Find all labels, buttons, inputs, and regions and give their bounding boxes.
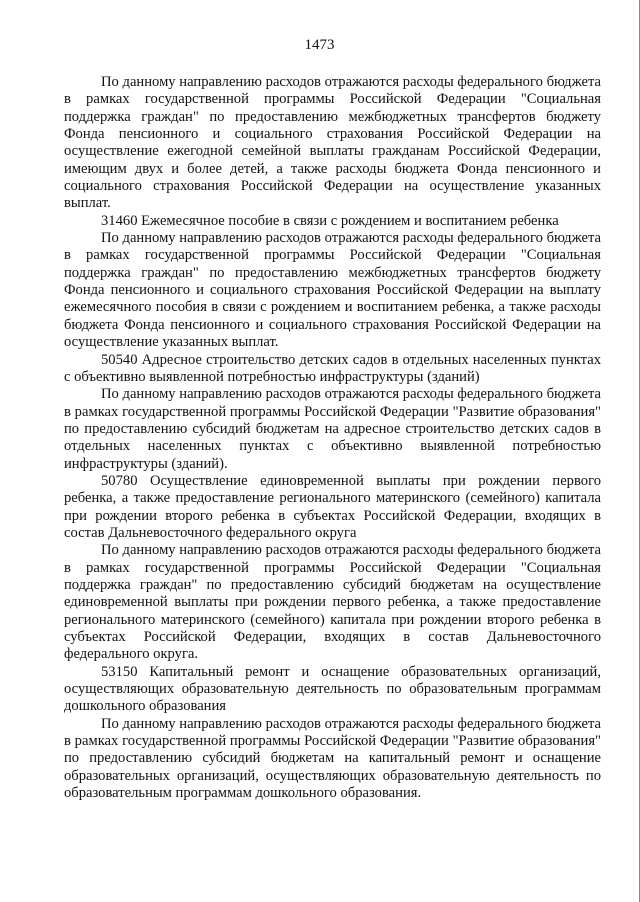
page-number: 1473 xyxy=(304,37,335,53)
paragraph-expense-description: По данному направлению расходов отражаются расходы федерального бюджета в рамках государственной программы Российской Федерации "Развитие образования" по предоставлению субсидий бюджетам на адресное строительство детских садов в отдельных населенных пунктах с объективно выявленной потребностью инфраструктуры (зданий). xyxy=(64,386,601,472)
paragraph-expense-description: По данному направлению расходов отражаются расходы федерального бюджета в рамках государственной программы Российской Федерации "Развитие образования" по предоставлению субсидий бюджетам на капитальный ремонт и оснащение образовательных организаций, осуществляющих образовательную деятельность по образовательным программам дошкольного образования. xyxy=(64,715,601,802)
expense-code-heading-53150: 53150 Капитальный ремонт и оснащение образовательных организаций, осуществляющих образовательную деятельность по образовательным программам дошкольного образования xyxy=(64,663,601,715)
document-body xyxy=(64,74,601,802)
paragraph-expense-description: По данному направлению расходов отражаются расходы федерального бюджета в рамках государственной программы Российской Федерации "Социальная поддержка граждан" по предоставлению межбюджетных трансфертов бюджету Фонда пенсионного и социального страхования Российской Федерации на выплату ежемесячного пособия в связи с рождением и воспитанием ребенка, а также расходы бюджета Фонда пенсионного и социального страхования Российской Федерации на осуществление указанных выплат. xyxy=(64,230,601,351)
expense-code-heading-50780: 50780 Осуществление единовременной выплаты при рождении первого ребенка, а также предоставление регионального материнского (семейного) капитала при рождении второго ребенка в субъектах Российской Федерации, входящих в состав Дальневосточного федерального округа xyxy=(64,472,601,541)
expense-code-heading-31460: 31460 Ежемесячное пособие в связи с рождением и воспитанием ребенка xyxy=(101,212,559,229)
paragraph-expense-description: По данному направлению расходов отражаются расходы федерального бюджета в рамках государственной программы Российской Федерации "Социальная поддержка граждан" по предоставлению субсидий бюджетам на осуществление единовременной выплаты при рождении первого ребенка, а также предоставление регионального материнского (семейного) капитала при рождении второго ребенка в субъектах Российской Федерации, входящих в состав Дальневосточного федерального округа. xyxy=(64,542,601,663)
expense-code-heading-50540: 50540 Адресное строительство детских садов в отдельных населенных пунктах с объективно выявленной потребностью инфраструктуры (зданий) xyxy=(64,351,601,385)
paragraph-expense-description: По данному направлению расходов отражаются расходы федерального бюджета в рамках государственной программы Российской Федерации "Социальная поддержка граждан" по предоставлению межбюджетных трансфертов бюджету Фонда пенсионного и социального страхования Российской Федерации на осуществление ежегодной семейной выплаты гражданам Российской Федерации, имеющим двух и более детей, а также расходы бюджета Фонда пенсионного и социального страхования Российской Федерации на осуществление указанных выплат. xyxy=(64,74,601,212)
